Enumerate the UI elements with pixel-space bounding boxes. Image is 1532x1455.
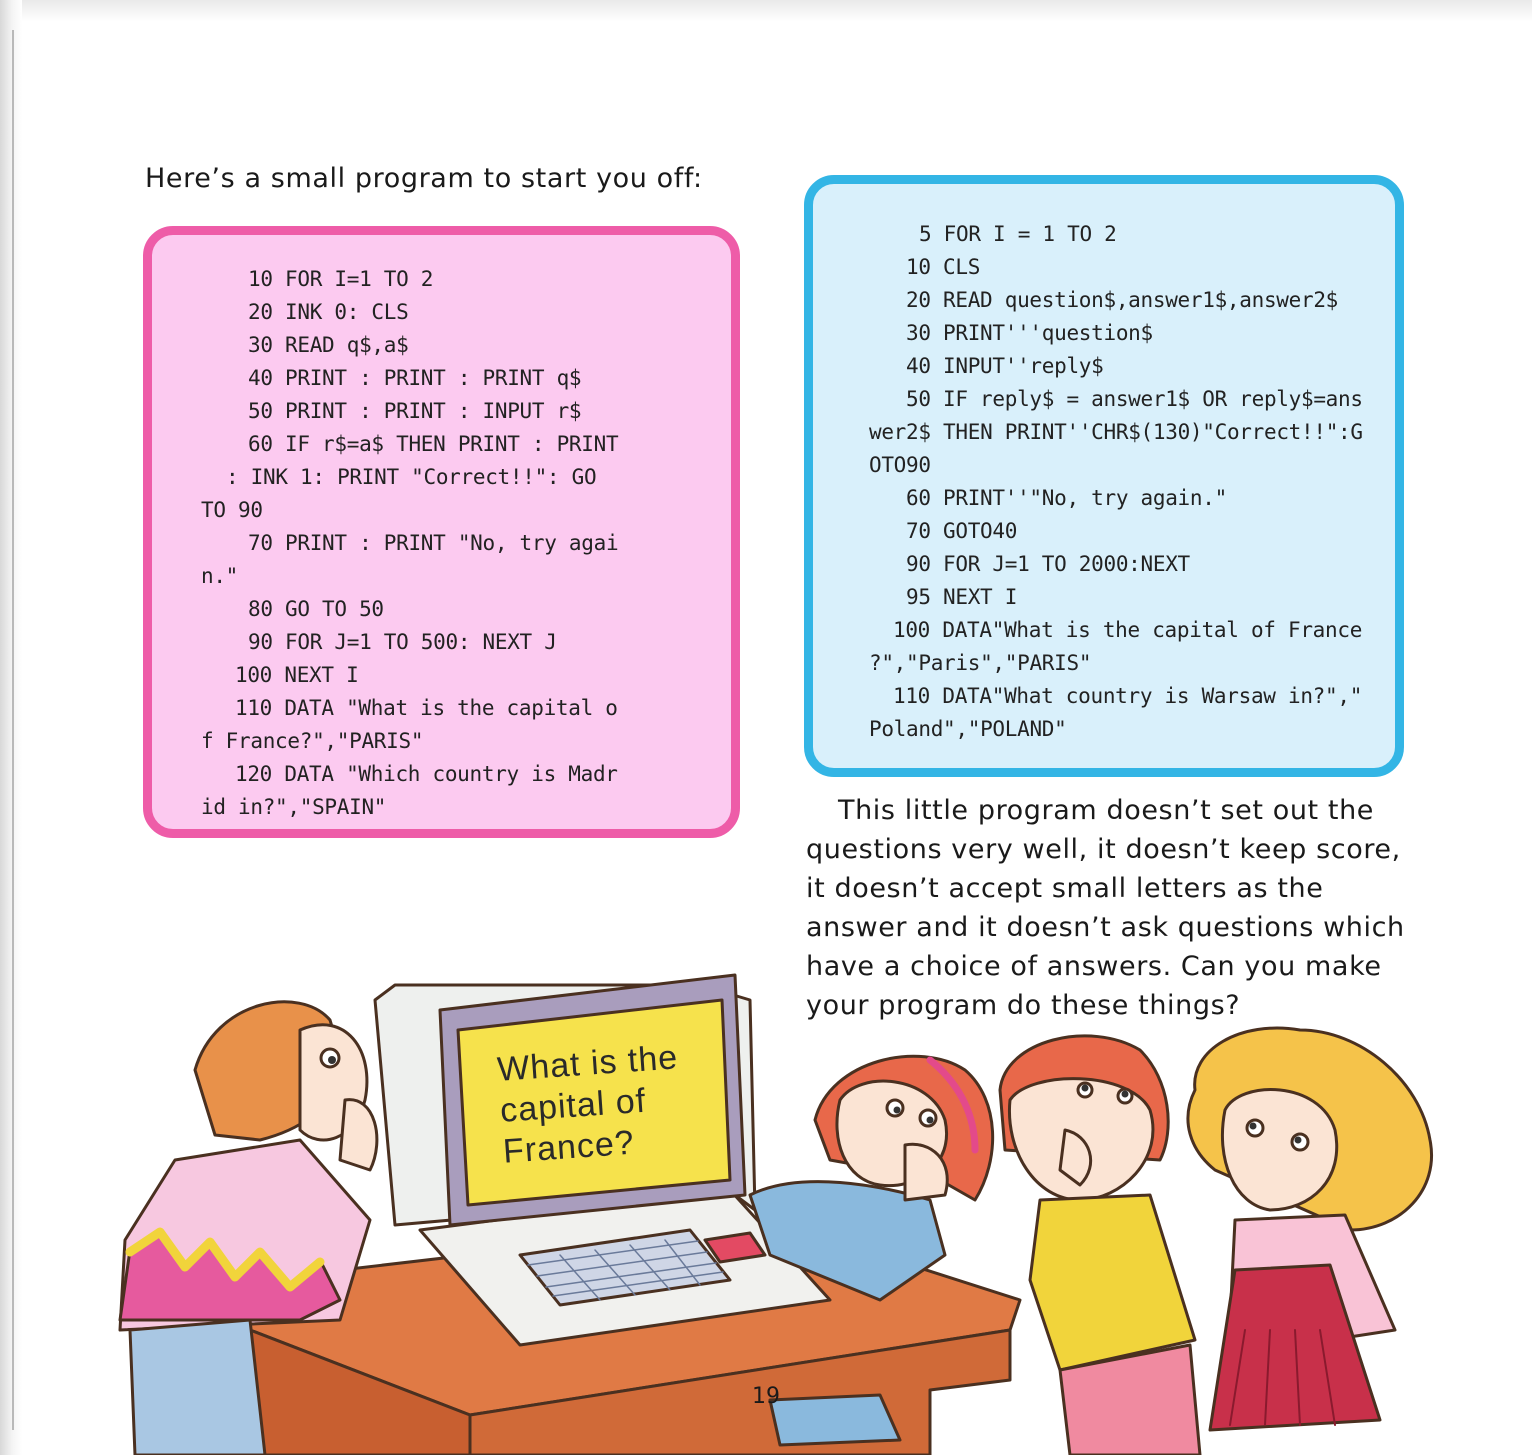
code-line: ?","Paris","PARIS" <box>869 651 1092 675</box>
code-line: 95 NEXT I <box>906 585 1018 609</box>
code-line: 10 FOR I=1 TO 2 <box>248 267 434 291</box>
code-line: 120 DATA "Which country is Madr <box>235 762 618 786</box>
code-line: 50 PRINT : PRINT : INPUT r$ <box>248 399 582 423</box>
boy-sweater <box>1030 1195 1195 1370</box>
code-line: OTO90 <box>869 453 931 477</box>
code-line: n." <box>201 564 239 588</box>
screen-line-3: France? <box>501 1123 636 1171</box>
code-line: 50 IF reply$ = answer1$ OR reply$=ans <box>906 387 1363 411</box>
screen-line-1: What is the <box>496 1038 680 1089</box>
code-line: 100 NEXT I <box>235 663 359 687</box>
code-line: 5 FOR I = 1 TO 2 <box>919 222 1117 246</box>
code-line: 40 INPUT''reply$ <box>906 354 1104 378</box>
middle-girl-skirt <box>770 1395 900 1445</box>
code-line: 60 IF r$=a$ THEN PRINT : PRINT <box>248 432 619 456</box>
monitor-screen-text <box>496 1034 734 1173</box>
code-line: 30 READ q$,a$ <box>248 333 409 357</box>
body-paragraph: This little program doesn’t set out the questions very well, it doesn’t keep score, it doesn’t accept small letters as the answer and it doesn’t ask questions which have a choice of answers. Can you make your program do these things? <box>806 795 1405 1021</box>
code-line: Poland","POLAND" <box>869 717 1067 741</box>
code-line: 90 FOR J=1 TO 2000:NEXT <box>906 552 1190 576</box>
code-line: 110 DATA"What country is Warsaw in?"," <box>893 684 1363 708</box>
code-line: 80 GO TO 50 <box>248 597 384 621</box>
code-line: 70 PRINT : PRINT "No, try agai <box>248 531 619 555</box>
code-line: 100 DATA"What is the capital of France <box>893 618 1363 642</box>
left-child-hand <box>340 1100 377 1170</box>
code-line: 10 CLS <box>906 255 981 279</box>
code-line: 70 GOTO40 <box>906 519 1018 543</box>
code-line: : INK 1: PRINT "Correct!!": GO <box>226 465 597 489</box>
right-girl-face <box>1222 1090 1336 1210</box>
code-line: wer2$ THEN PRINT''CHR$(130)"Correct!!":G <box>869 420 1363 444</box>
code-line: 60 PRINT''"No, try again." <box>906 486 1227 510</box>
page-number: 19 <box>752 1384 780 1409</box>
code-line: 20 READ question$,answer1$,answer2$ <box>906 288 1339 312</box>
intro-text: Here’s a small program to start you off: <box>145 163 703 194</box>
code-line: 90 FOR J=1 TO 500: NEXT J <box>248 630 557 654</box>
code-line: 20 INK 0: CLS <box>248 300 409 324</box>
code-line: 40 PRINT : PRINT : PRINT q$ <box>248 366 582 390</box>
left-child-jeans <box>130 1320 265 1455</box>
code-line: id in?","SPAIN" <box>201 795 387 819</box>
code-line: 30 PRINT'''question$ <box>906 321 1153 345</box>
code-line: 110 DATA "What is the capital o <box>235 696 618 720</box>
code-line: f France?","PARIS" <box>201 729 424 753</box>
screen-line-2: capital of <box>498 1081 648 1130</box>
code-line: TO 90 <box>201 498 263 522</box>
